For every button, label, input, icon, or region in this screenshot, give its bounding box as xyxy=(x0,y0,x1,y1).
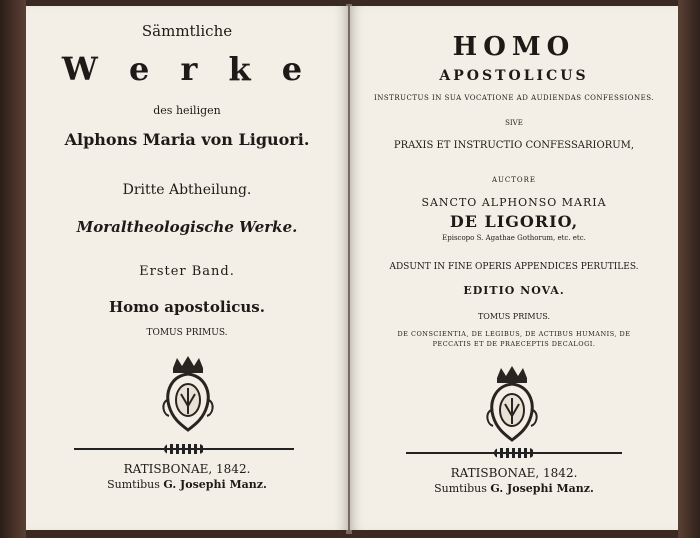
ornamental-rule xyxy=(406,452,622,454)
latin-title: HOMO xyxy=(452,32,576,62)
imprint-publisher-right xyxy=(350,482,678,495)
imprint-publisher xyxy=(26,478,348,491)
title-subline: des heiligen xyxy=(153,104,221,117)
main-title: W e r k e xyxy=(61,50,313,88)
book-binding-left xyxy=(0,0,26,538)
work-title: Homo apostolicus. xyxy=(109,298,265,316)
author-name-line2: DE LIGORIO, xyxy=(449,212,579,231)
title-description: INSTRUCTUS IN SUA VOCATIONE AD AUDIENDAS CONFESSIONES. xyxy=(374,94,654,102)
author-title: Episcopo S. Agathae Gothorum, etc. etc. xyxy=(442,234,586,242)
volume-label: Erster Band. xyxy=(139,264,235,279)
imprint-place-date-right: RATISBONAE, 1842. xyxy=(450,466,578,480)
conjunction: SIVE xyxy=(505,119,523,127)
contents-line1: DE CONSCIENTIA, DE LEGIBUS, DE ACTIBUS HUMANIS, DE xyxy=(397,330,631,338)
publisher-prefix-right: Sumtibus xyxy=(434,482,487,495)
left-page xyxy=(26,6,348,530)
section-label: Dritte Abtheilung. xyxy=(122,182,252,198)
alternate-title: PRAXIS ET INSTRUCTIO CONFESSARIORUM, xyxy=(393,140,635,151)
latin-subtitle: APOSTOLICUS xyxy=(439,68,589,84)
crowned-monogram-seal-icon xyxy=(485,364,539,442)
author-label: AUCTORE xyxy=(491,176,537,184)
title-prefix: Sämmtliche xyxy=(141,22,233,40)
author-name: Alphons Maria von Liguori. xyxy=(64,130,310,149)
imprint-place-date: RATISBONAE, 1842. xyxy=(123,462,251,476)
author-name-line1: SANCTO ALPHONSO MARIA xyxy=(421,196,607,209)
publisher-name: G. Josephi Manz. xyxy=(163,478,267,491)
appendices-note: ADSUNT IN FINE OPERIS APPENDICES PERUTILES. xyxy=(389,262,639,272)
book-binding-right xyxy=(678,0,700,538)
tome-label: TOMUS PRIMUS. xyxy=(146,328,228,338)
right-page xyxy=(350,6,678,530)
edition-label: EDITIO NOVA. xyxy=(463,284,565,297)
section-title: Moraltheologische Werke. xyxy=(76,218,298,236)
publisher-name-right: G. Josephi Manz. xyxy=(490,482,594,495)
contents-line2: PECCATIS ET DE PRAECEPTIS DECALOGI. xyxy=(432,340,596,348)
crowned-monogram-seal-icon xyxy=(161,354,215,432)
tome-label-right: TOMUS PRIMUS. xyxy=(477,312,551,321)
publisher-prefix: Sumtibus xyxy=(107,478,160,491)
ornamental-rule xyxy=(74,448,294,450)
